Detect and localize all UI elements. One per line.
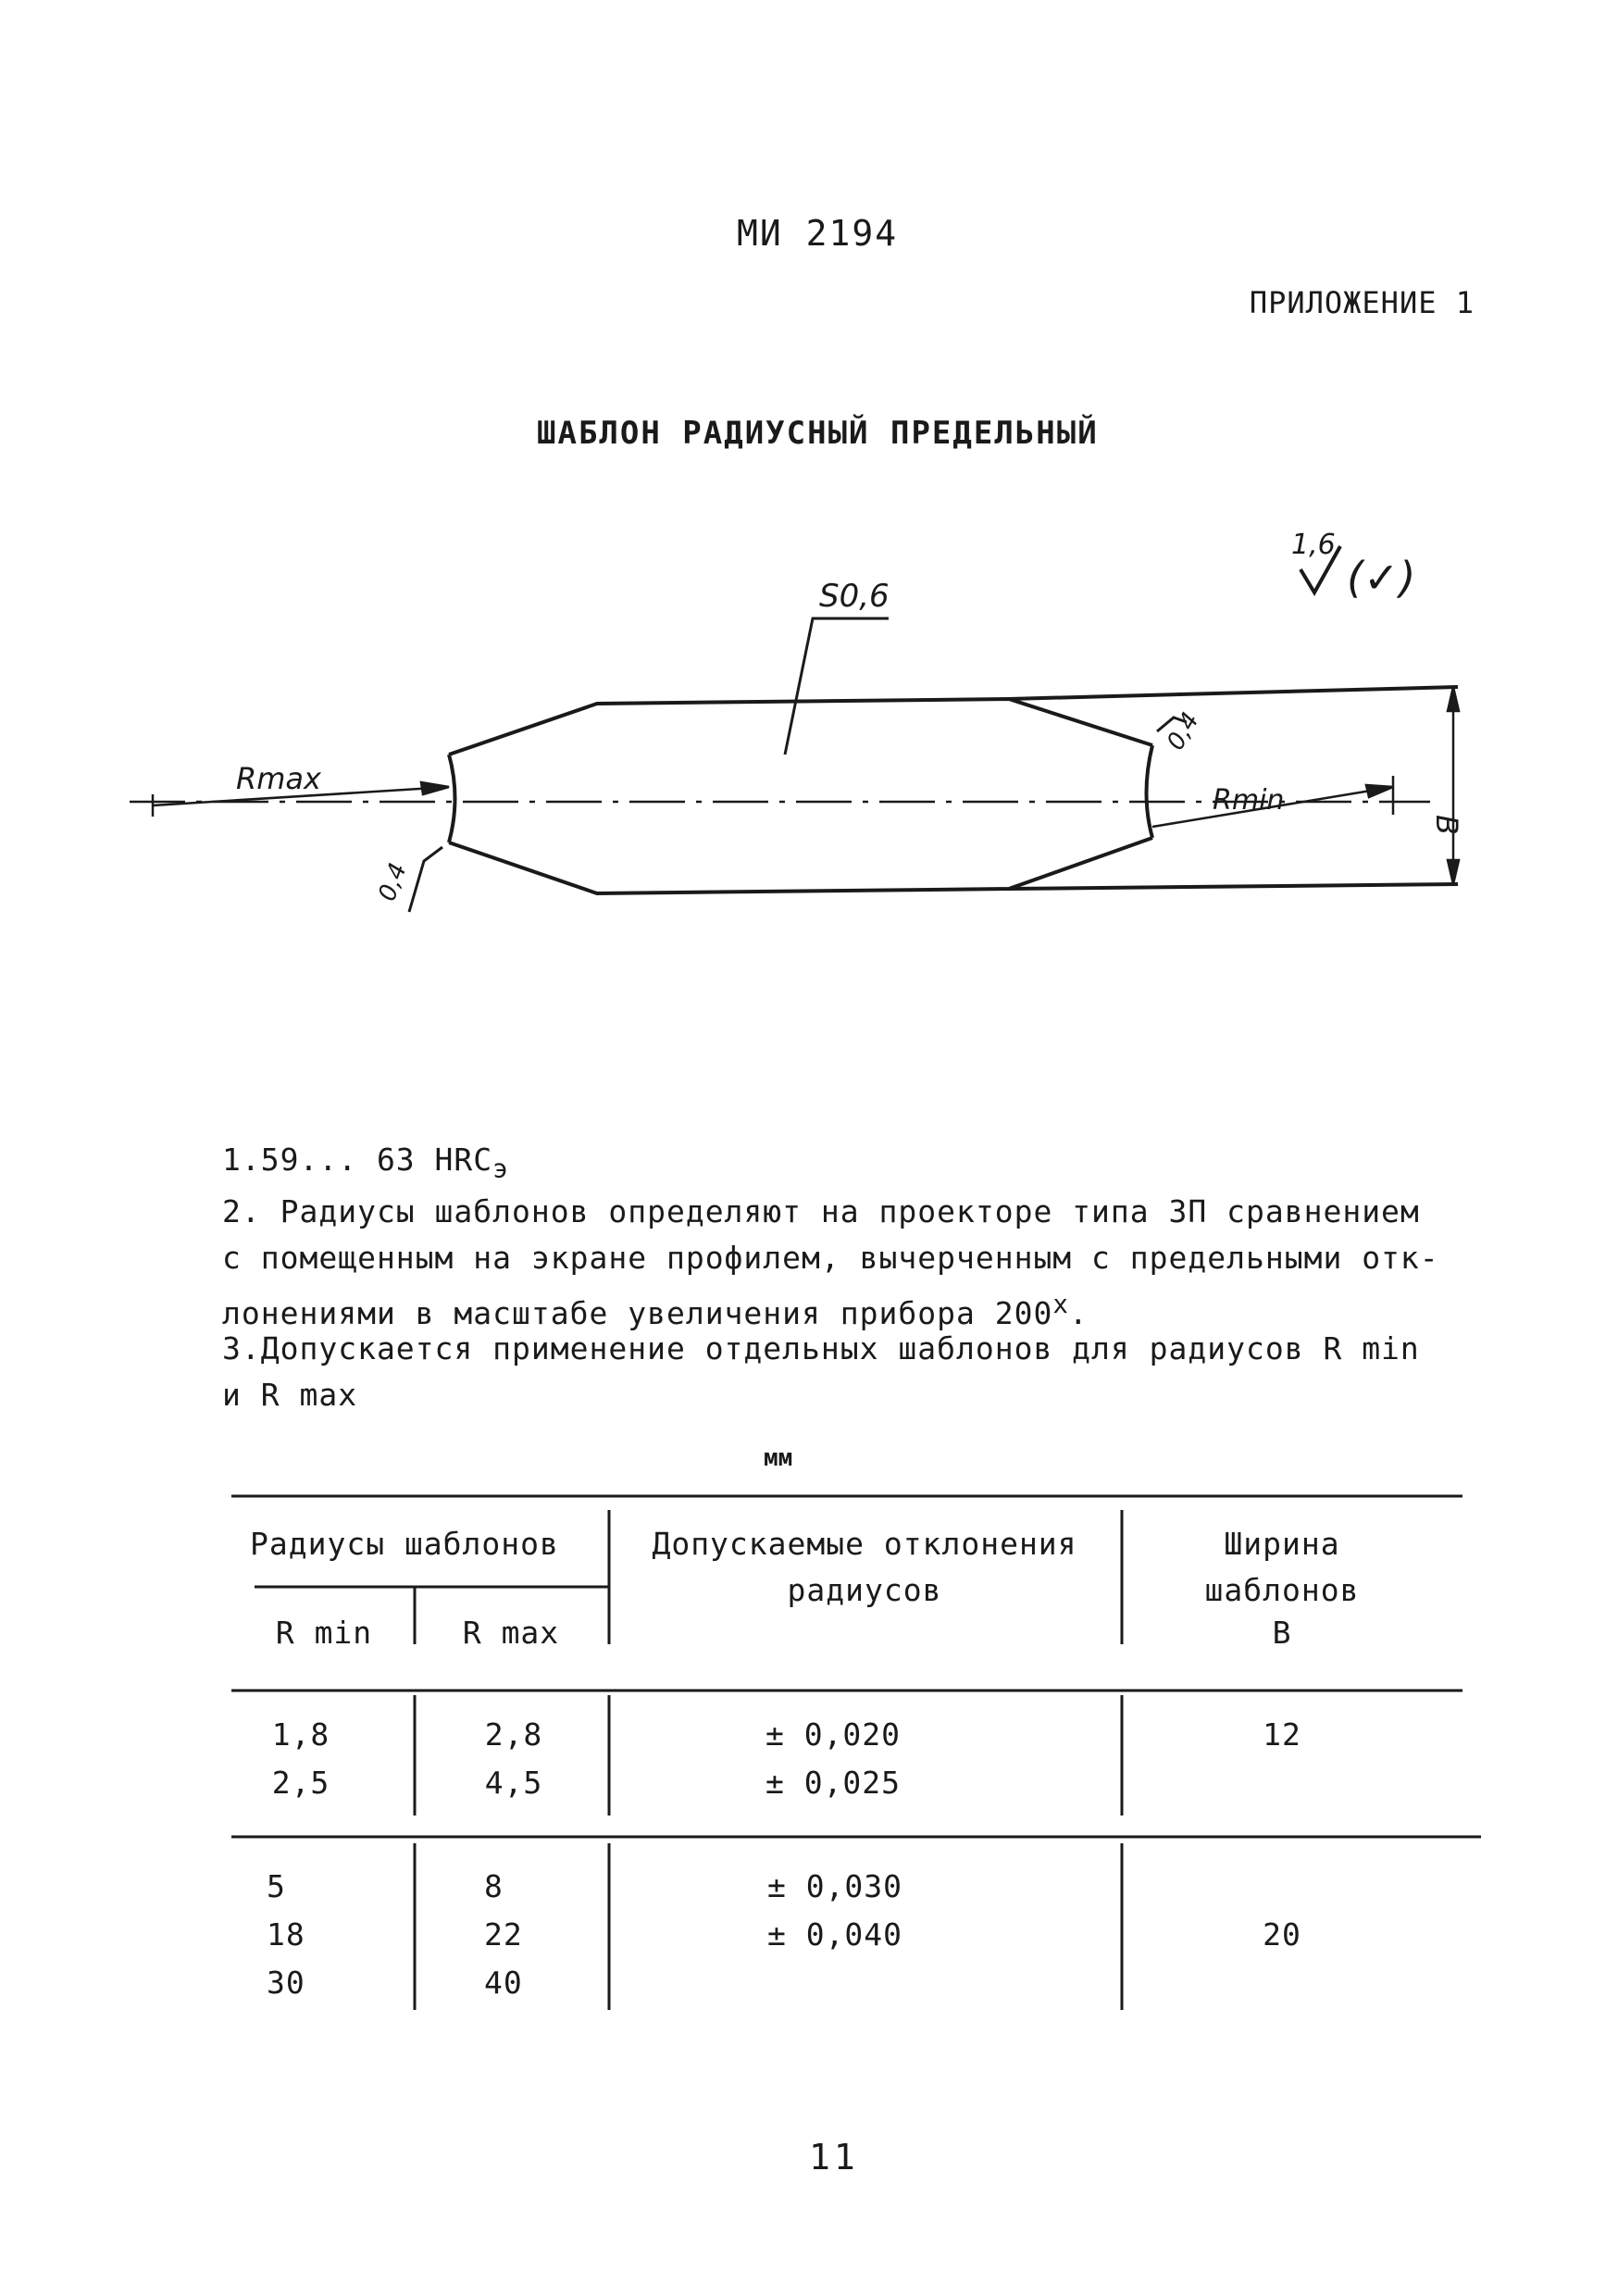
surface-callout-leader [785, 618, 889, 755]
note2-end: . [1068, 1295, 1089, 1331]
table-cell-deviation: ± 0,020 [765, 1716, 902, 1753]
document-code: МИ 2194 [737, 213, 899, 254]
note3-line2: и R max [222, 1377, 358, 1413]
lower-edge [449, 838, 1152, 893]
note1-subscript: э [492, 1154, 509, 1184]
note-projector [222, 1189, 1439, 1337]
width-label: B [1429, 815, 1464, 835]
note2-line2: с помещенным на экране профилем, вычерченным с предельными отк- [222, 1240, 1439, 1276]
roughness-parenthetical: (✓) [1347, 553, 1416, 603]
left-convex-arc [449, 755, 455, 842]
table-cell-rmin: 1,8 [271, 1716, 330, 1753]
rmax-label: Rmax [236, 761, 321, 796]
header-width-line2: шаблонов [1204, 1572, 1360, 1608]
table-unit-label: мм [764, 1444, 793, 1472]
note1-text: 1.59... 63 HRC [222, 1142, 493, 1178]
gauge-table [222, 1487, 1481, 2024]
table-cell-rmin: 2,5 [271, 1765, 330, 1801]
table-cell-rmax: 22 [484, 1916, 523, 1953]
note2-superscript: х [1052, 1290, 1069, 1319]
surface-callout-label: S0,6 [819, 578, 890, 615]
bottom-extension-line [1009, 884, 1458, 889]
appendix-label: ПРИЛОЖЕНИЕ 1 [1249, 285, 1475, 320]
table-cell-rmin: 18 [267, 1916, 305, 1953]
table-cell-rmax: 2,8 [484, 1716, 543, 1753]
header-width-line3: В [1272, 1615, 1292, 1651]
table-cell-rmin: 5 [267, 1868, 286, 1904]
table-cell-deviation: ± 0,040 [766, 1916, 903, 1953]
header-deviations-line1: Допускаемые отклонения [652, 1526, 1077, 1562]
page-number: 11 [809, 2137, 859, 2177]
roughness-general-value: 1,6 [1291, 529, 1336, 561]
header-rmin: R min [275, 1615, 373, 1651]
table-cell-width: 12 [1263, 1716, 1301, 1753]
table-cell-rmax: 8 [484, 1868, 504, 1904]
width-dimension [1448, 687, 1459, 884]
roughness-left-icon [409, 847, 442, 912]
page-title: ШАБЛОН РАДИУСНЫЙ ПРЕДЕЛЬНЫЙ [537, 415, 1099, 452]
table-cell-deviation: ± 0,030 [766, 1868, 903, 1904]
table-cell-deviation: ± 0,025 [765, 1765, 902, 1801]
header-radii-group: Радиусы шаблонов [250, 1526, 559, 1562]
header-deviations-line2: радиусов [787, 1572, 942, 1608]
upper-edge [449, 699, 1152, 755]
right-concave-arc [1147, 745, 1153, 838]
top-extension-line [1009, 687, 1458, 699]
table-cell-rmax: 40 [484, 1965, 523, 2001]
radius-gauge-drawing [0, 500, 1618, 944]
note2-line3: лонениями в масштабе увеличения прибора 200 [222, 1295, 1053, 1331]
table-cell-rmin: 30 [267, 1965, 305, 2001]
note-hardness [222, 1137, 509, 1192]
rmin-label: Rmin [1213, 784, 1285, 817]
note2-line1: 2. Радиусы шаблонов определяют на проекторе типа ЗП сравнением [222, 1193, 1420, 1229]
note3-line1: 3.Допускается применение отдельных шаблонов для радиусов R min [222, 1330, 1420, 1366]
table-cell-rmax: 4,5 [484, 1765, 543, 1801]
gauge-outline [449, 687, 1458, 893]
roughness-left-label: 0,4 [373, 859, 413, 905]
header-width-line1: Ширина [1224, 1526, 1340, 1562]
roughness-right-label: 0,4 [1162, 707, 1205, 755]
note-separate-gauges [222, 1326, 1420, 1418]
header-rmax: R max [462, 1615, 560, 1651]
table-cell-width: 20 [1263, 1916, 1301, 1953]
